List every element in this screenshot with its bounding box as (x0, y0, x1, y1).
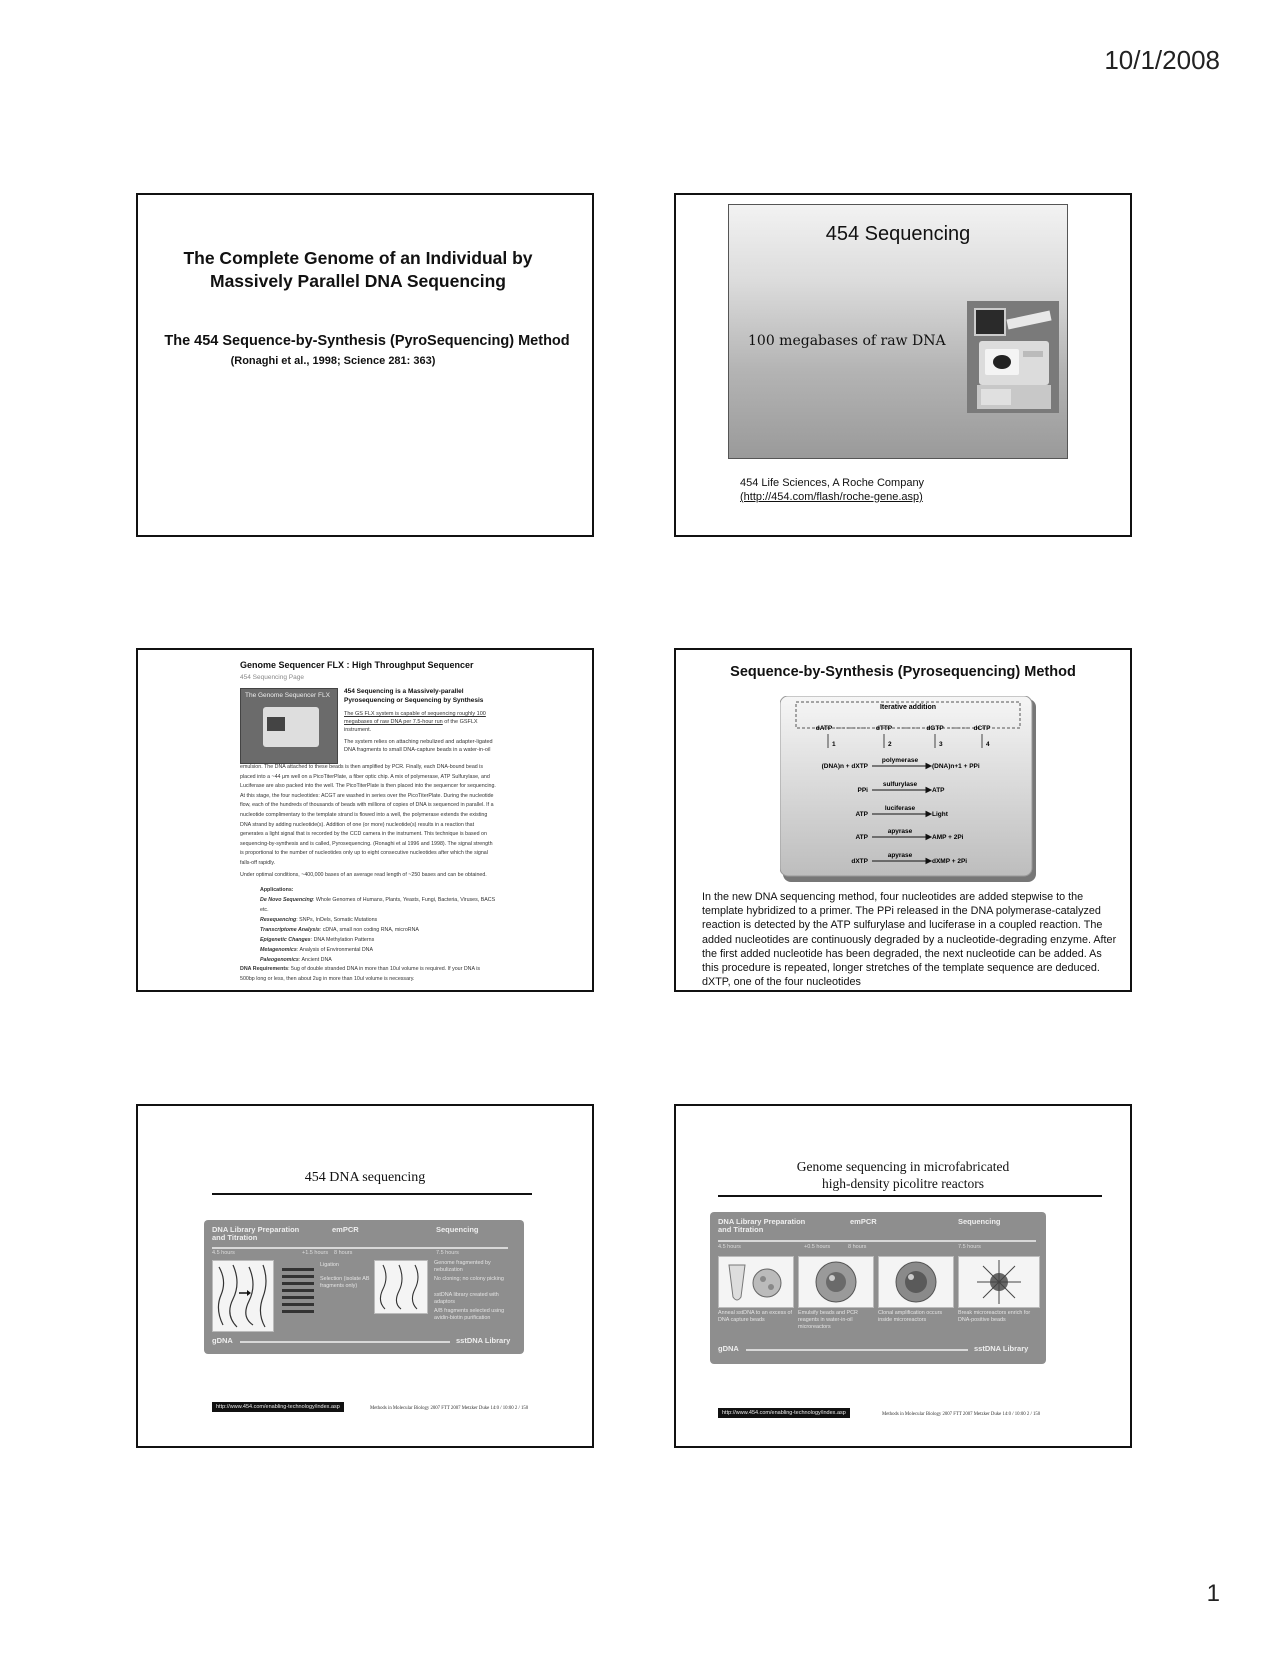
reaction-enzyme: luciferase (884, 805, 916, 812)
slide1-title-line2: Massively Parallel DNA Sequencing (210, 271, 506, 291)
slide3-requirements: DNA Requirements: 5ug of double stranded DNA in more than 10ul volume is required. If your DNA is 500bp long or less, then about 2ug in more than 10ul volume is necessary. (240, 966, 481, 982)
stage-time: 8 hours (334, 1250, 353, 1256)
workflow-note: Break microreactors enrich for DNA-positive beads (958, 1310, 1031, 1323)
workflow-panel (710, 1212, 1046, 1364)
reaction-right: dXMP + 2Pi (932, 858, 968, 865)
emulsion-image (798, 1256, 874, 1308)
slide2-panel-title: 454 Sequencing (825, 223, 971, 245)
reaction-right: (DNA)n+1 + PPi (932, 763, 980, 770)
nucleotide-label: dGTP (926, 725, 944, 732)
reaction-left: dXTP (851, 858, 868, 865)
slide3-intro-rest: of the GSFLX instrument. (344, 719, 478, 733)
slide6-title-line2: high-density picolitre reactors (822, 1176, 984, 1191)
application-item: Metagenomics: Analysis of Environmental DNA (260, 947, 374, 953)
step-number: 3 (939, 741, 943, 748)
slide1-subtitle: The 454 Sequence-by-Synthesis (PyroSequencing) Method (164, 333, 570, 349)
slide3-subhead: 454 Sequencing Page (240, 674, 304, 681)
stage-label: Sequencing (958, 1217, 1001, 1226)
stage-label: DNA Library Preparation and Titration (212, 1225, 300, 1242)
slide2-caption (740, 476, 924, 504)
stage-time: 7.5 hours (436, 1250, 459, 1256)
slide3-intro (344, 710, 494, 754)
workflow-note: Anneal sstDNA to an excess of DNA capture beads (718, 1310, 793, 1323)
step-number: 1 (832, 741, 836, 748)
dna-fragment-box (212, 1260, 274, 1332)
sequencer-machine-image (967, 301, 1059, 413)
reaction-enzyme: sulfurylase (882, 781, 918, 788)
page-number: 1 (1206, 1580, 1220, 1607)
applications-heading: Applications: (260, 887, 294, 893)
nucleotide-label: dATP (815, 725, 833, 732)
reaction-left: ATP (855, 811, 868, 818)
fragment-bars (282, 1264, 314, 1332)
slide3-title: Genome Sequencer FLX : High Throughput Sequencer (240, 660, 474, 670)
stage-time: +0.5 hours (804, 1244, 831, 1250)
application-item: Resequencing: SNPs, InDels, Somatic Mutations (260, 917, 378, 923)
stage-label: emPCR (850, 1217, 877, 1226)
tube-beads-icon (719, 1257, 793, 1307)
reaction-right: AMP + 2Pi (932, 834, 964, 841)
dna-strands-icon (213, 1261, 273, 1331)
stage-time: +1.5 hours (302, 1250, 329, 1256)
slide-2 (674, 193, 1132, 537)
slide-3 (136, 648, 594, 992)
nucleotide-label: dCTP (973, 725, 991, 732)
nucleotide-label: dTTP (875, 725, 893, 732)
slide2-url-link[interactable]: (http://454.com/flash/roche-gene.asp) (740, 491, 923, 503)
start-label: gDNA (212, 1336, 233, 1345)
slide3-intro-para2: The system relies on attaching nebulized and adapter-ligated DNA fragments to small DNA-capture beads in a water-in-oil (344, 739, 493, 753)
stage-label: emPCR (332, 1225, 359, 1234)
stage-time: 8 hours (848, 1244, 867, 1250)
workflow-note: A/B fragments selected using avidin-biotin purification (434, 1308, 505, 1321)
stage-time: 7.5 hours (958, 1244, 981, 1250)
iterative-label: Iterative addition (879, 704, 937, 711)
slide-5 (136, 1104, 594, 1448)
device-shape (263, 707, 319, 747)
slide4-caption: In the new DNA sequencing method, four nucleotides are added stepwise to the template hybridized to a primer. The PPi released in the DNA polymerase-catalyzed reaction is detected by the ATP sulfurylase and luciferase in a coupled reaction. The added nucleotides are continuously degraded by a nucleotide-degrading enzyme. After the first added nucleotide has been degraded, the next nucleotide can be added. As this procedure is repeated, longer stretches of the template sequence are deduced. dXTP, one of the four nucleotides (702, 891, 1117, 989)
library-box (374, 1260, 428, 1314)
slide5-title: 454 DNA sequencing (304, 1170, 426, 1185)
reaction-enzyme: polymerase (881, 757, 919, 764)
application-item: Epigenetic Changes: DNA Methylation Patterns (260, 937, 375, 943)
step-number: 4 (986, 741, 990, 748)
slide4-title: Sequence-by-Synthesis (Pyrosequencing) Method (730, 664, 1076, 680)
end-label: sstDNA Library (974, 1344, 1029, 1353)
stage-time: 4.5 hours (212, 1250, 235, 1256)
start-label: gDNA (718, 1344, 739, 1353)
stage-time: 4.5 hours (718, 1244, 741, 1250)
workflow-step: Ligation (320, 1262, 339, 1268)
slide1-title (158, 247, 558, 293)
slide-4 (674, 648, 1132, 992)
sstdna-strands-icon (375, 1261, 427, 1313)
reaction-enzyme: apyrase (887, 852, 913, 859)
capture-beads-image (718, 1256, 794, 1308)
slide-1 (136, 193, 594, 537)
workflow-note: sstDNA library created with adaptors (434, 1292, 499, 1305)
enriched-bead-image (958, 1256, 1040, 1308)
workflow-note: Genome fragmented by nebulization (434, 1260, 491, 1273)
workflow-panel (204, 1220, 524, 1354)
workflow-note: Clonal amplification occurs inside microreactors (878, 1310, 943, 1323)
step-number: 2 (888, 741, 892, 748)
application-item: Transcriptome Analysis: cDNA, small non coding RNA, microRNA (260, 927, 419, 933)
slide6-link[interactable]: http://www.454.com/enabling-technology/index.asp (718, 1408, 850, 1418)
slide-6 (674, 1104, 1132, 1448)
slide5-link[interactable]: http://www.454.com/enabling-technology/index.asp (212, 1402, 344, 1412)
workflow-note: Emulsify beads and PCR reagents in water-in-oil microreactors (798, 1310, 858, 1330)
slide6-title (676, 1158, 1130, 1192)
title-rule (718, 1195, 1102, 1197)
sequencer-flx-image (240, 688, 338, 764)
microreactor-icon (799, 1257, 873, 1307)
image-label: The Genome Sequencer FLX (245, 692, 330, 699)
slide2-panel (728, 204, 1068, 459)
reaction-enzyme: apyrase (887, 828, 913, 835)
stage-label: Sequencing (436, 1225, 479, 1234)
slide3-conditions: Under optimal conditions, ~400,000 bases of an average read length of ~250 bases and can be obtained. (240, 872, 487, 878)
library-arrow (746, 1349, 968, 1351)
amplified-bead-icon (879, 1257, 953, 1307)
slide3-headline: 454 Sequencing is a Massively-parallel Pyrosequencing or Sequencing by Synthesis (344, 688, 484, 704)
slide6-footer: Methods in Molecular Biology 2007 FTT 2007 Metzker Duke 14:0 / 10:00 2 / 150 (882, 1412, 1041, 1417)
slide3-intro-link[interactable]: The GS FLX system is capable of sequencing roughly 100 megabases of raw DNA per 7.5-hour run (344, 711, 486, 725)
slide1-title-line1: The Complete Genome of an Individual by (183, 248, 533, 268)
slide5-footer: Methods in Molecular Biology 2007 FTT 2007 Metzker Duke 14:0 / 10:00 2 / 150 (370, 1406, 529, 1411)
stage-arrow (718, 1240, 1036, 1242)
reaction-right: Light (932, 811, 948, 818)
slide3-body: emulsion. The DNA attached to these beads is then amplified by PCR. Finally, each DNA-bound bead is placed into a ~44 μm well on a PicoTiterPlate, a fiber optic chip. A mix of polymerase, ATP Sulfurylase, and Luciferase are also packed into the well. The PicoTiterPlate is then placed into the sequencer for sequencing. At this stage, the four nucleotides: ACGT are washed in series over the PicoTiterPlate. During the nucleotide flow, each of the hundreds of thousands of beads with millions of copies of DNA is sequenced in parallel. If a nucleotide complimentary to the template strand is flowed into a well, the polymerase extends the existing DNA strand by adding nucleotide(s). Addition of one (or more) nucleotide(s) results in a reaction that generates a light signal that is recorded by the CCD camera in the instrument. This technique is based on sequencing-by-synthesis and is called, Pyrosequencing. (Ronaghi et al 1996 and 1998). The signal strength is proportional to the number of nucleotides only up to eight consecutive nucleotides after which the signal falls-off rapidly. (240, 764, 496, 866)
slide6-title-line1: Genome sequencing in microfabricated (796, 1159, 1010, 1174)
reaction-left: (DNA)n + dXTP (821, 763, 868, 770)
application-item: De Novo Sequencing: Whole Genomes of Humans, Plants, Yeasts, Fungi, Bacteria, Viruses, BACS etc. (260, 897, 496, 913)
application-item: Paleogenomics: Ancient DNA (260, 957, 332, 963)
amplification-image (878, 1256, 954, 1308)
library-arrow (240, 1341, 450, 1343)
reaction-left: ATP (855, 834, 868, 841)
workflow-step: Selection (isolate AB fragments only) (320, 1276, 370, 1289)
stage-arrow (212, 1247, 508, 1249)
dna-bead-icon (959, 1257, 1039, 1307)
reaction-right: ATP (932, 787, 945, 794)
stage-label: DNA Library Preparation and Titration (718, 1217, 806, 1234)
slide2-panel-subtitle: 100 megabases of raw DNA (748, 333, 946, 349)
title-rule (212, 1193, 532, 1195)
reaction-left: PPi (857, 787, 868, 794)
end-label: sstDNA Library (456, 1336, 511, 1345)
workflow-note: No cloning; no colony picking (434, 1276, 504, 1282)
slide3-applications (260, 885, 496, 965)
slide1-citation: (Ronaghi et al., 1998; Science 281: 363) (230, 355, 436, 367)
header-date: 10/1/2008 (1104, 45, 1220, 75)
pyrosequencing-diagram (780, 696, 1036, 882)
device-screen (267, 717, 285, 731)
slide2-company: 454 Life Sciences, A Roche Company (740, 477, 925, 489)
